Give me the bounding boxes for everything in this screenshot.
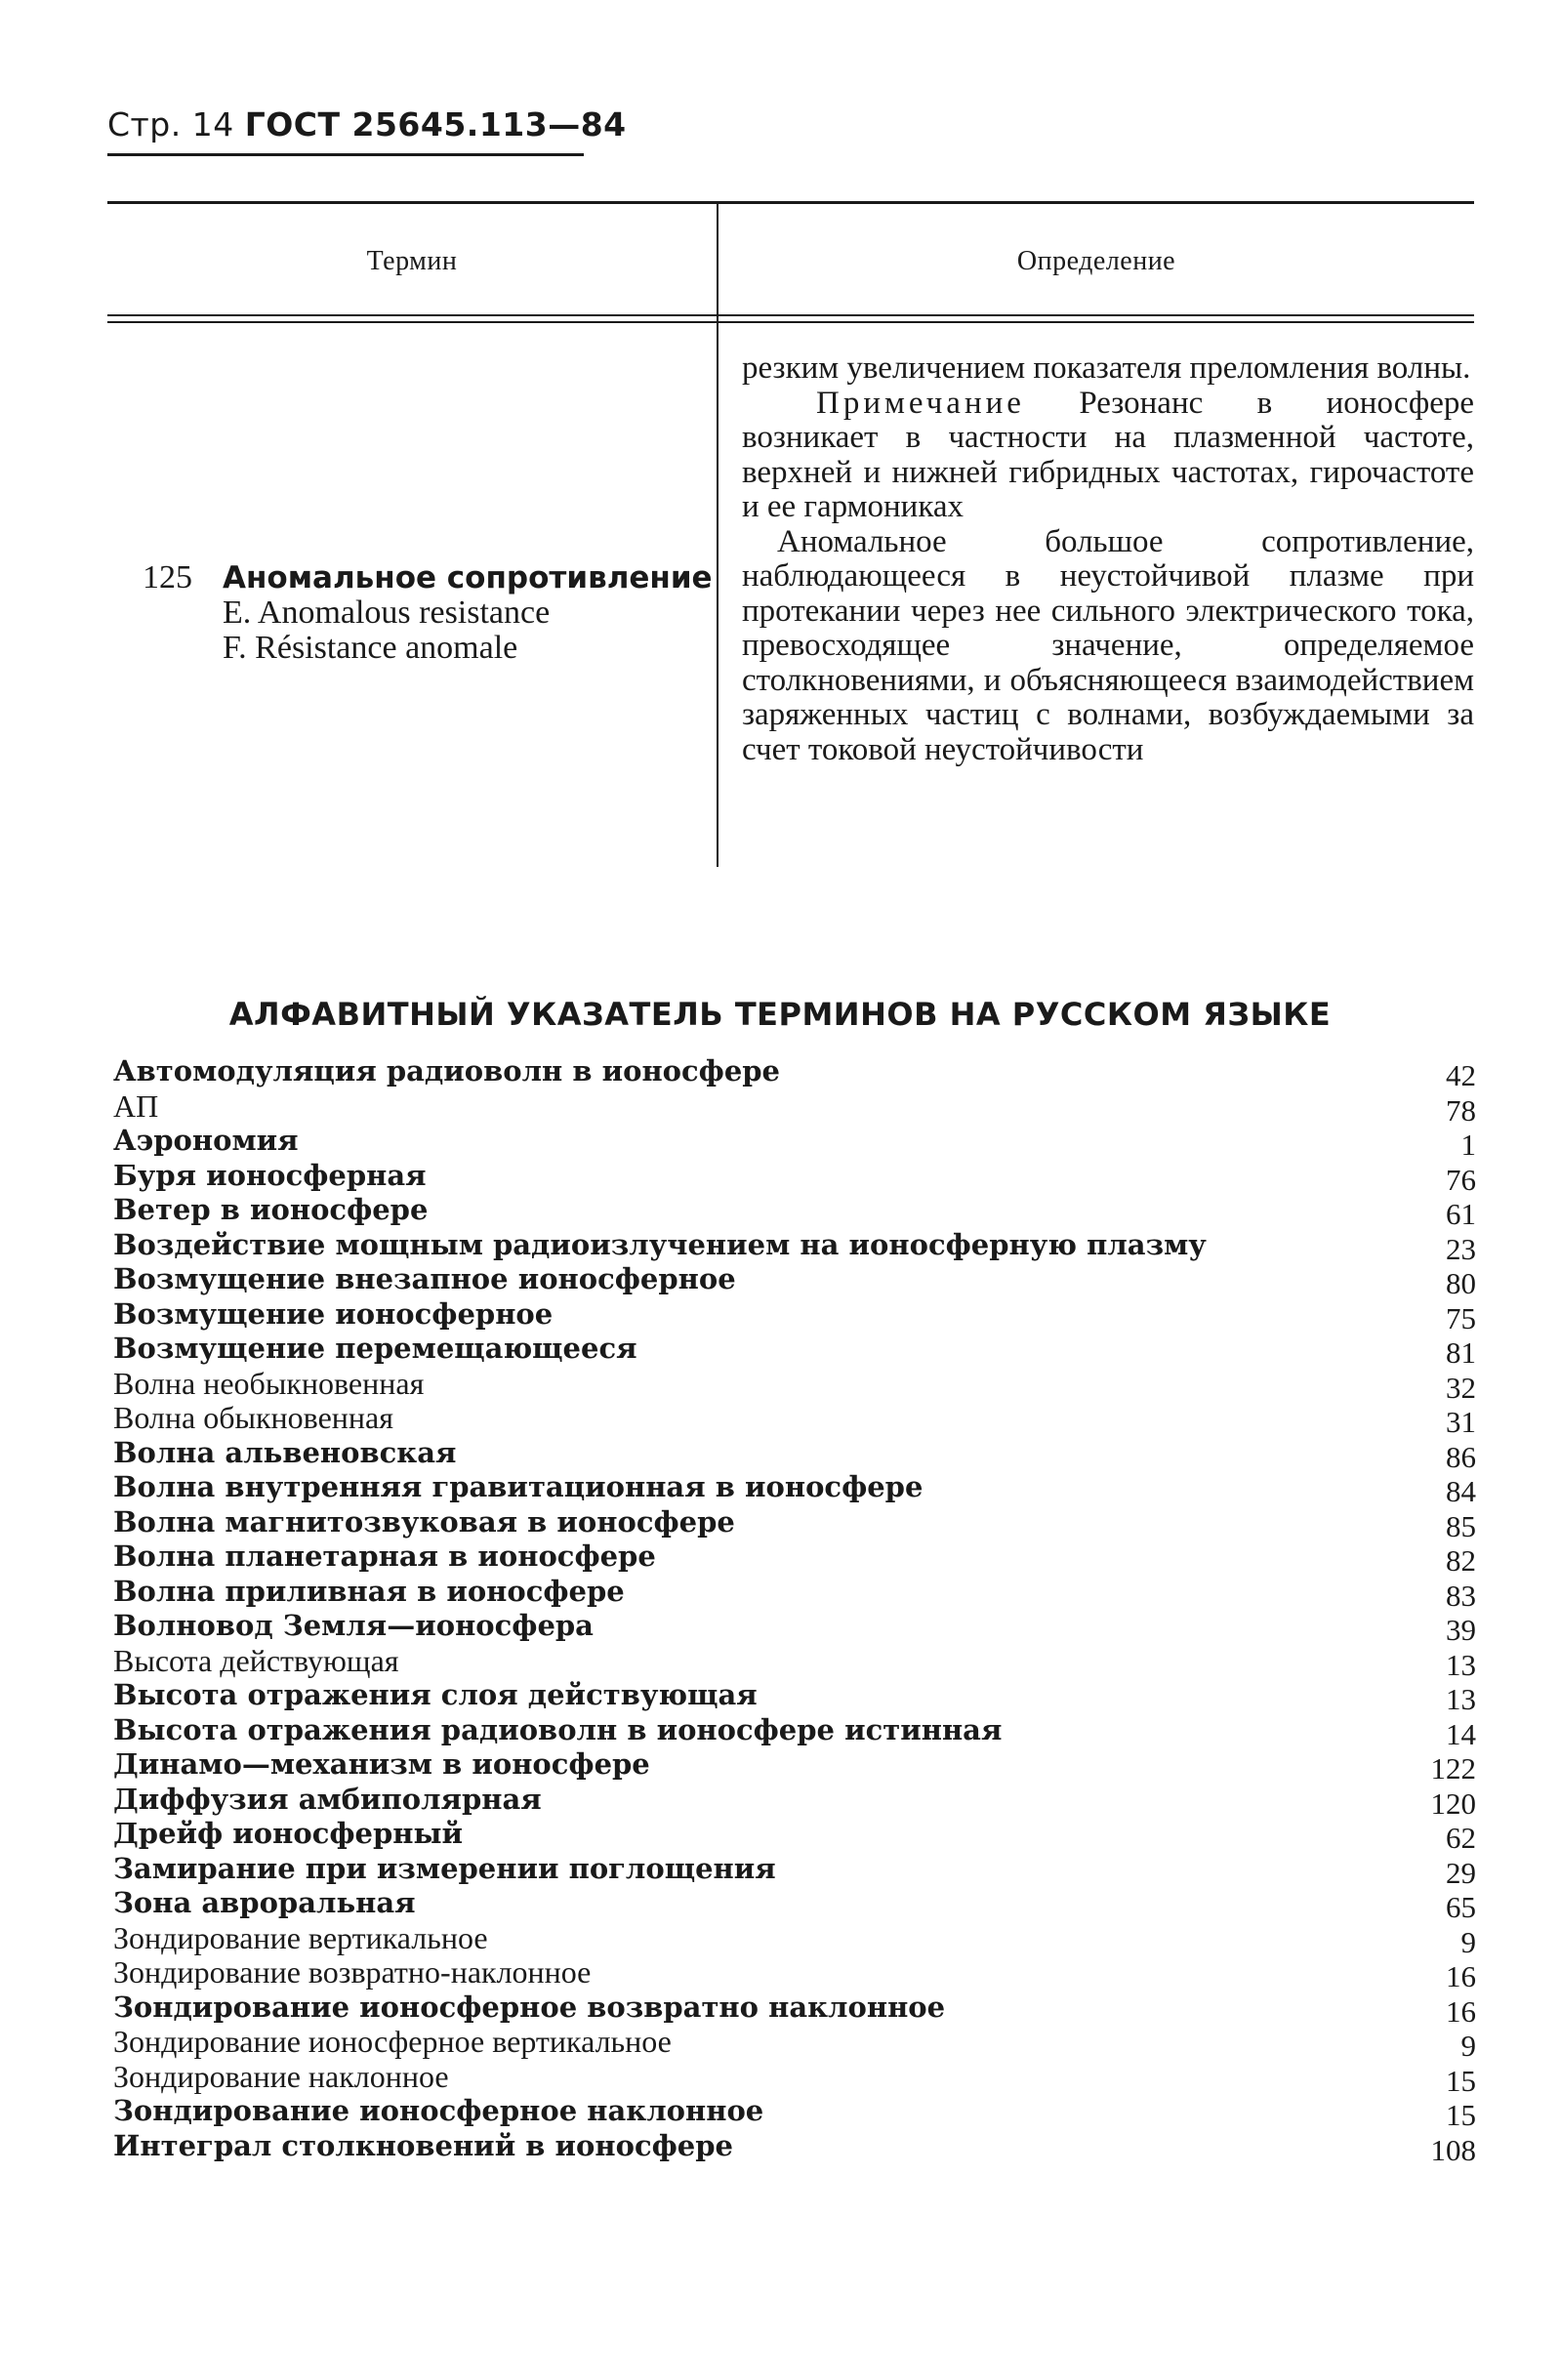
index-entry [113,1087,1476,1128]
index-entry [113,1678,1476,1716]
table-top-rule [107,201,1474,204]
index-term-number: 122 [1430,1751,1476,1785]
column-header-term: Термин [366,246,458,276]
index-entry [113,2128,1476,2167]
index-term: Зондирование ионосферное наклонное [113,2094,764,2127]
index-term: Волна необыкновенная [113,1365,425,1401]
index-term-number: 15 [1446,2063,1476,2098]
index-entry [113,1574,1476,1613]
index-term: Зондирование ионосферное вертикальное [113,2024,672,2059]
index-term-number: 85 [1446,1508,1476,1543]
index-term-number: 61 [1446,1197,1476,1231]
index-term: Возмущение внезапное ионосферное [113,1262,736,1295]
index-entry [113,1990,1476,2029]
table-header-rule [107,314,1474,316]
index-term: Динамо—механизм в ионосфере [113,1747,650,1781]
index-term-number: 15 [1446,2098,1476,2132]
index-term-number: 14 [1446,1716,1476,1751]
index-entry [113,1365,1476,1405]
table-column-divider [717,203,718,867]
index-term-number: 108 [1430,2132,1476,2167]
index-entry [113,1227,1476,1266]
index-entry [113,1297,1476,1333]
standard-number: ГОСТ 25645.113—84 [244,105,627,144]
index-term: Волна альвеновская [113,1435,457,1469]
index-term-number: 23 [1446,1231,1476,1266]
term-english: E. Anomalous resistance [223,595,551,631]
index-title: АЛФАВИТНЫЙ УКАЗАТЕЛЬ ТЕРМИНОВ НА РУССКОМ ЯЗЫКЕ [228,996,1332,1033]
index-entry [113,1332,1476,1370]
index-entry [113,1886,1476,1924]
index-term-number: 83 [1446,1578,1476,1613]
index-term-number: 32 [1446,1370,1476,1405]
index-term-number: 29 [1446,1855,1476,1890]
index-term: Волновод Земля—ионосфера [113,1609,594,1642]
index-term: Замирание при измерении поглощения [113,1851,776,1885]
term-french: F. Résistance anomale [223,630,518,666]
index-entry [113,1539,1476,1578]
index-term: Буря ионосферная [113,1158,427,1192]
index-term: Волна планетарная в ионосфере [113,1539,656,1573]
index-term-number: 1 [1460,1128,1476,1162]
table-header-rule-double [107,321,1474,323]
index-entry [113,2058,1476,2098]
index-term: Воздействие мощным радиоизлучением на ионосферную плазму [113,1227,1207,1261]
index-entry [113,1609,1476,1647]
index-entry [113,1400,1476,1439]
index-term: Волна магнитозвуковая в ионосфере [113,1504,735,1539]
index-term-number: 31 [1446,1405,1476,1439]
term-russian: Аномальное сопротивление [223,560,713,595]
index-entry [113,1642,1476,1682]
index-term: Зондирование наклонное [113,2058,449,2094]
index-term: Возмущение перемещающееся [113,1332,637,1365]
index-term: Возмущение ионосферное [113,1296,554,1331]
index-term-number: 16 [1446,1959,1476,1993]
index-term-number: 42 [1446,1058,1476,1092]
index-entry [113,1435,1476,1474]
index-term-number: 13 [1446,1682,1476,1716]
index-term-number: 86 [1446,1439,1476,1474]
index-term: Высота отражения радиоволн в ионосфере истинная [113,1712,1003,1746]
index-term: Зондирование возвратно-наклонное [113,1954,592,1990]
index-term-number: 62 [1446,1821,1476,1855]
index-entry [113,1470,1476,1508]
index-term-number: 80 [1446,1266,1476,1300]
index-term-number: 9 [1460,1924,1476,1959]
page-label: Стр. 14 [107,105,234,144]
index-entry [113,1817,1476,1855]
index-entry [113,1919,1476,1959]
index-entry [113,1504,1476,1543]
index-term-number: 75 [1446,1300,1476,1335]
index-term-number: 120 [1430,1785,1476,1821]
index-term-number: 82 [1446,1543,1476,1578]
index-term: АП [113,1087,159,1124]
index-term: Высота действующая [113,1642,399,1678]
index-entry [113,2094,1476,2132]
index-term: Аэрономия [113,1124,299,1157]
index-entry [113,1124,1476,1162]
column-header-definition: Определение [1016,246,1176,276]
index-term: Ветер в ионосфере [113,1193,429,1226]
index-entry [113,1054,1476,1092]
index-term-number: 76 [1446,1162,1476,1197]
index-term: Зондирование вертикальное [113,1919,488,1955]
index-term-number: 13 [1446,1647,1476,1682]
index-list [113,1054,1476,2167]
index-term: Высота отражения слоя действующая [113,1678,758,1711]
index-term: Дрейф ионосферный [113,1817,464,1850]
index-entry [113,1158,1476,1197]
definition-note [742,387,1474,525]
note-text: Резонанс в ионосфере возникает в частности на плазменной частоте, верхней и нижней гибридных частотах, гирочастоте и ее гармониках [742,385,1474,524]
index-term-number: 78 [1446,1092,1476,1128]
term-number: 125 [143,559,192,595]
index-term: Автомодуляция радиоволн в ионосфере [113,1054,781,1087]
page-header [107,105,627,144]
header-rule [107,153,584,156]
term-entry [143,560,713,666]
index-entry [113,1747,1476,1783]
index-term-number: 84 [1446,1474,1476,1508]
index-term: Диффузия амбиполярная [113,1782,542,1816]
index-term: Волна обыкновенная [113,1400,393,1435]
index-term-number: 9 [1460,2029,1476,2063]
index-term: Волна внутренняя гравитационная в ионосфере [113,1470,924,1503]
definition-text: Аномальное большое сопротивление, наблюдающееся в неустойчивой плазме при протекании через нее сильного электрического тока, превосходящее значение, определяемое столкновениями, и объясняющееся взаимодействием заряженных частиц с волнами, возбуждаемыми за счет токовой неустойчивости [742,523,1474,767]
index-term: Волна приливная в ионосфере [113,1574,625,1608]
note-label: Примечание [816,385,1025,421]
index-entry [113,1954,1476,1993]
index-term: Зондирование ионосферное возвратно наклонное [113,1990,946,2024]
definition-continuation: резким увеличением показателя преломления волны. [742,350,1471,386]
index-term-number: 65 [1446,1890,1476,1924]
index-entry [113,1712,1476,1751]
index-term-number: 81 [1446,1335,1476,1370]
index-entry [113,1193,1476,1231]
index-term-number: 39 [1446,1613,1476,1647]
index-entry [113,1782,1476,1821]
index-entry [113,1262,1476,1300]
index-term: Зона авроральная [113,1886,416,1919]
definition-cell [742,351,1474,767]
index-entry [113,2024,1476,2063]
index-term: Интеграл столкновений в ионосфере [113,2128,733,2162]
index-entry [113,1851,1476,1890]
index-term-number: 16 [1446,1993,1476,2029]
